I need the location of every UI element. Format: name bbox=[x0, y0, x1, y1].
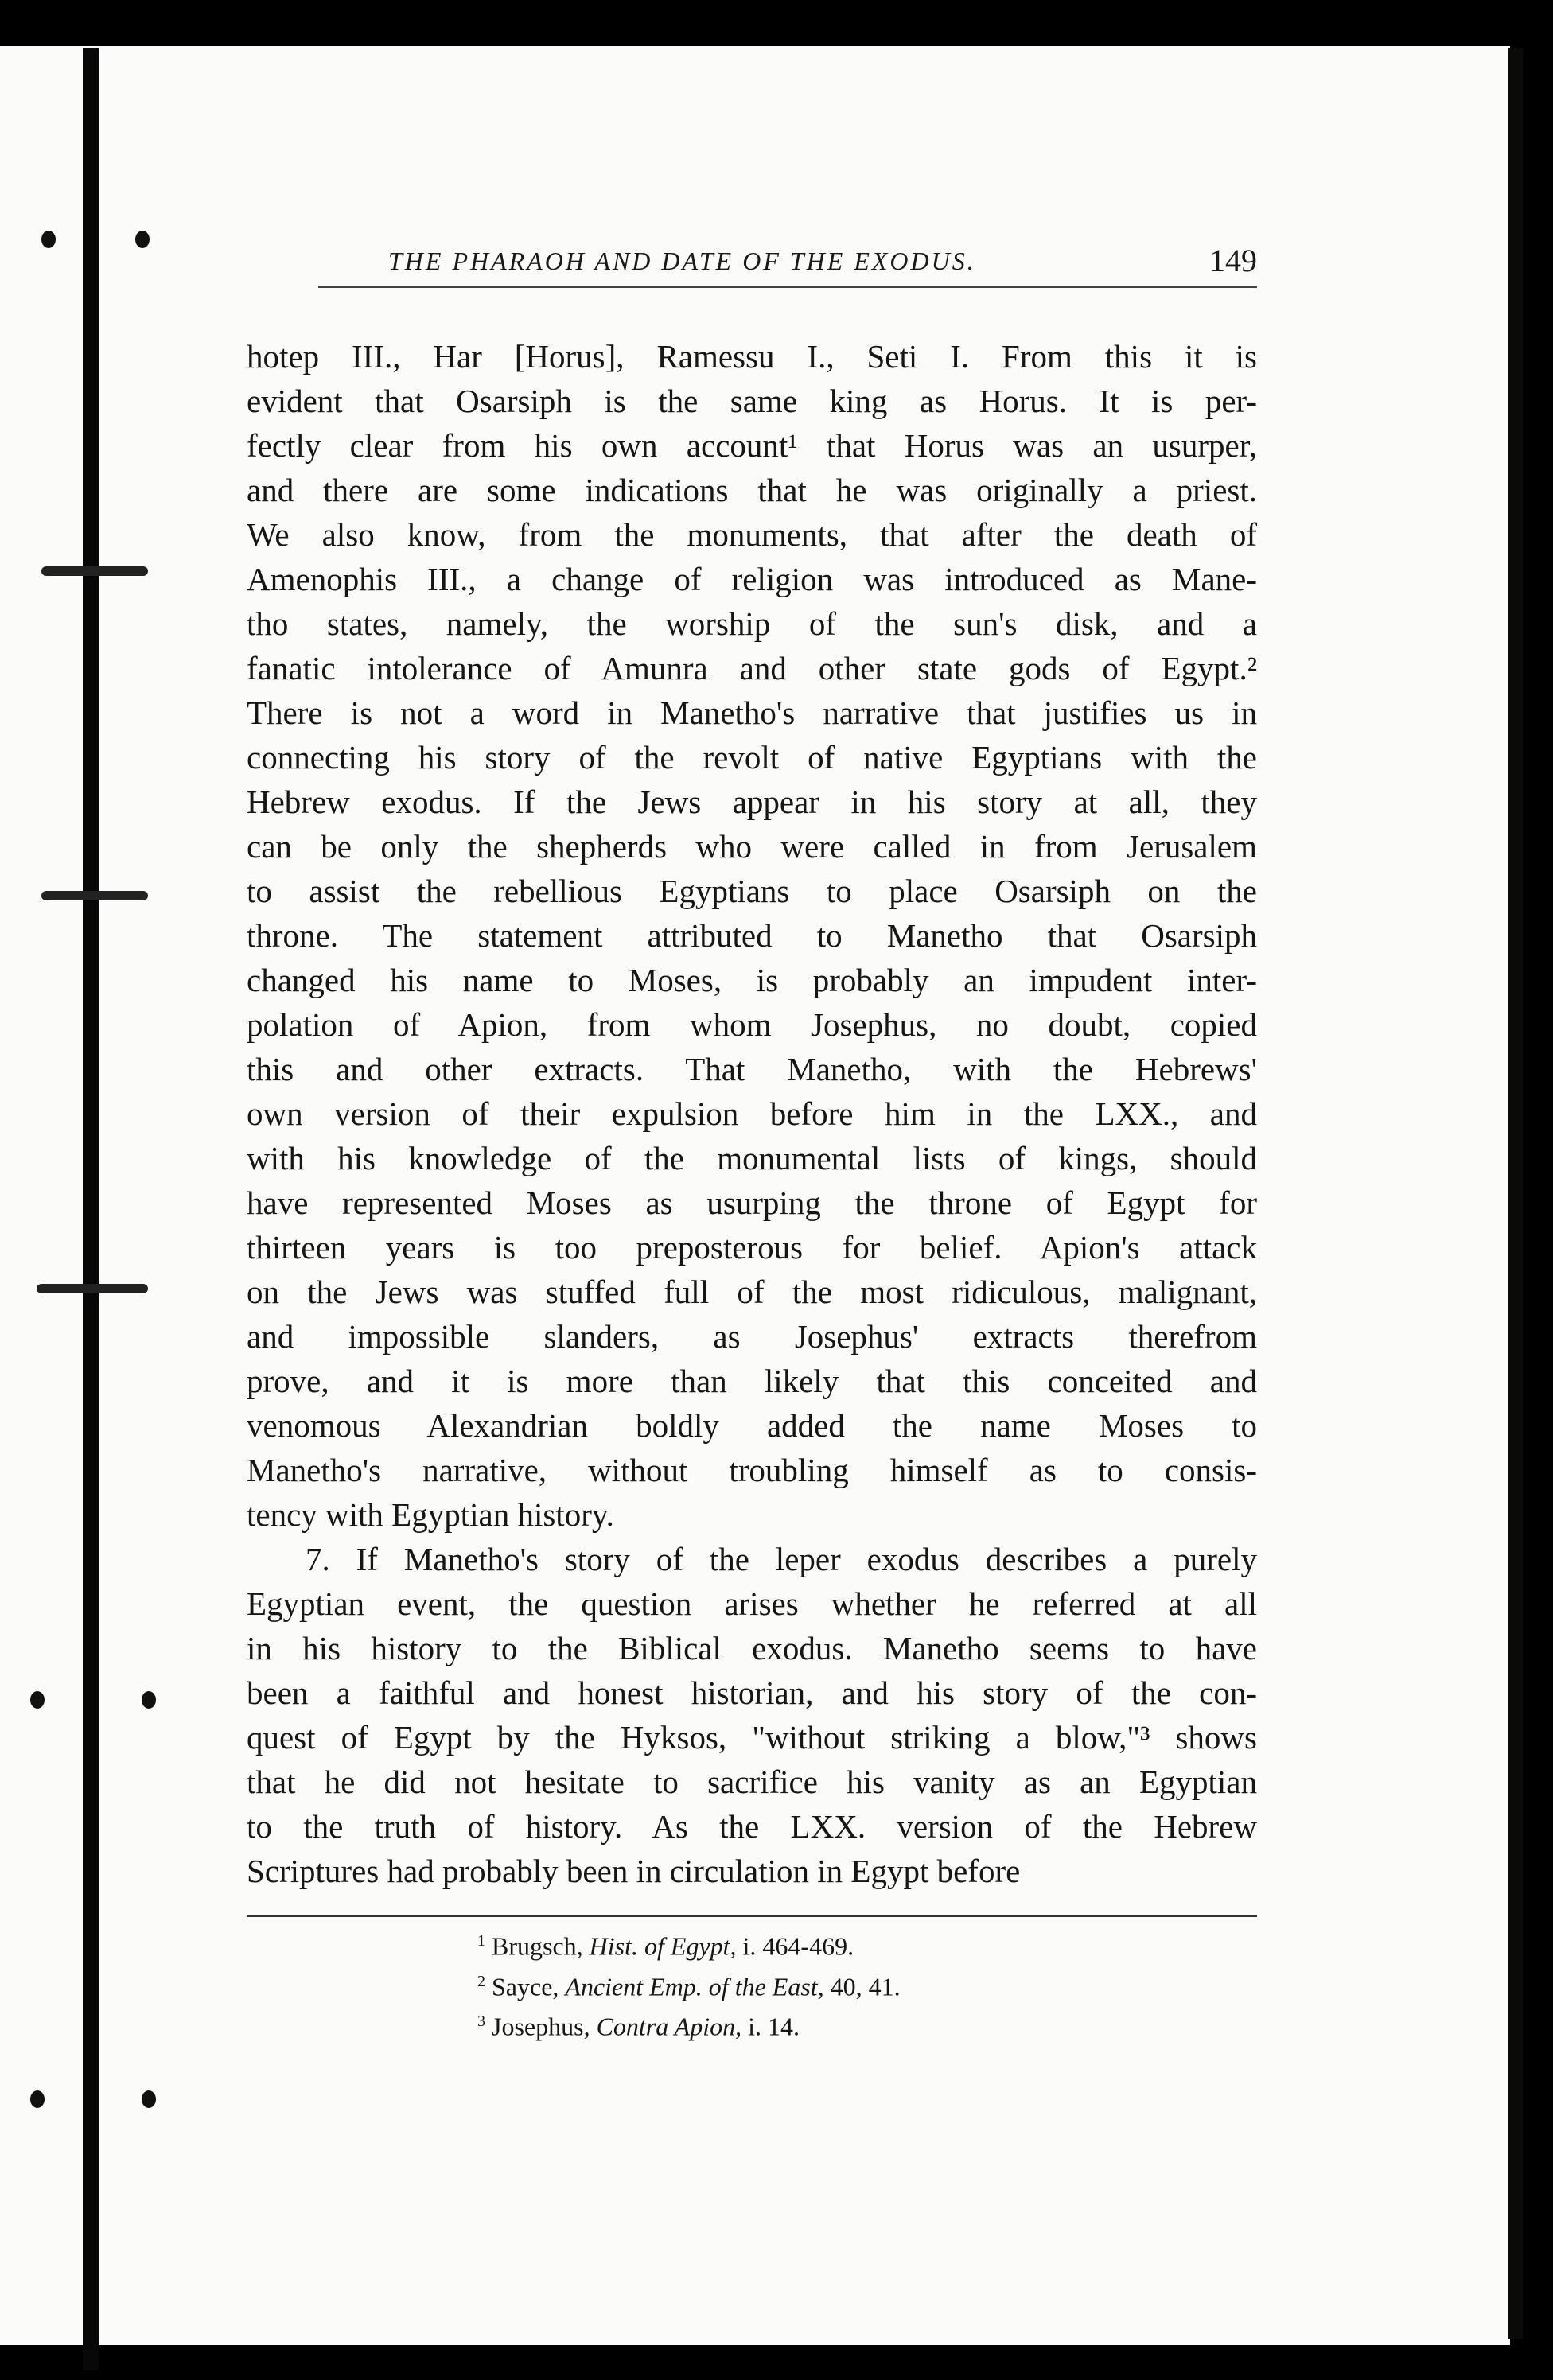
punch-hole bbox=[30, 2090, 45, 2108]
binding-clip bbox=[37, 1284, 148, 1293]
text-line: throne. The statement attributed to Manetho that Osarsiph bbox=[247, 917, 1257, 954]
text-line: can be only the shepherds who were called in from Jerusalem bbox=[247, 828, 1257, 865]
text-line: tho states, namely, the worship of the sun's disk, and a bbox=[247, 605, 1257, 642]
page-edge bbox=[1508, 48, 1523, 2339]
text-line: that he did not hesitate to sacrifice his vanity as an Egyptian bbox=[247, 1764, 1257, 1800]
footnote bbox=[477, 1964, 901, 2005]
text-line: evident that Osarsiph is the same king as Horus. It is per- bbox=[247, 383, 1257, 419]
text-line: venomous Alexandrian boldly added the name Moses to bbox=[247, 1407, 1257, 1444]
text-line: 7. If Manetho's story of the leper exodus describes a purely bbox=[306, 1541, 1257, 1577]
text-line: tency with Egyptian history. bbox=[247, 1496, 614, 1533]
running-head: THE PHARAOH AND DATE OF THE EXODUS. bbox=[388, 247, 976, 275]
text-line: on the Jews was stuffed full of the most ridiculous, malignant, bbox=[247, 1274, 1257, 1310]
footnote-title: Ancient Emp. of the East, bbox=[565, 1972, 824, 2001]
binding-clip bbox=[41, 566, 148, 576]
text-line: been a faithful and honest historian, and his story of the con- bbox=[247, 1674, 1257, 1711]
punch-hole bbox=[41, 231, 56, 248]
text-line: connecting his story of the revolt of native Egyptians with the bbox=[247, 739, 1257, 776]
footnote-author: Brugsch, bbox=[492, 1931, 590, 1961]
text-line: fanatic intolerance of Amunra and other state gods of Egypt.² bbox=[247, 650, 1257, 686]
page-number: 149 bbox=[1209, 243, 1257, 278]
punch-hole bbox=[30, 1691, 45, 1709]
text-line: There is not a word in Manetho's narrative that justifies us in bbox=[247, 694, 1257, 731]
footnote bbox=[477, 1923, 901, 1964]
footnote-number: 3 bbox=[477, 2012, 485, 2031]
text-line: in his history to the Biblical exodus. Manetho seems to have bbox=[247, 1630, 1257, 1666]
text-line: to assist the rebellious Egyptians to place Osarsiph on the bbox=[247, 873, 1257, 909]
text-line: Hebrew exodus. If the Jews appear in his story at all, they bbox=[247, 784, 1257, 820]
footnotes bbox=[477, 1923, 901, 2044]
text-line: thirteen years is too preposterous for belief. Apion's attack bbox=[247, 1229, 1257, 1266]
punch-hole bbox=[135, 231, 150, 248]
text-line: Egyptian event, the question arises whether he referred at all bbox=[247, 1585, 1257, 1622]
footnote-number: 2 bbox=[477, 1972, 485, 1990]
text-line: hotep III., Har [Horus], Ramessu I., Seti I. From this it is bbox=[247, 338, 1257, 375]
text-line: polation of Apion, from whom Josephus, no doubt, copied bbox=[247, 1006, 1257, 1043]
text-line: prove, and it is more than likely that this conceited and bbox=[247, 1363, 1257, 1399]
text-line: with his knowledge of the monumental lists of kings, should bbox=[247, 1140, 1257, 1176]
footnote-ref: i. 464-469. bbox=[736, 1931, 854, 1961]
page-header bbox=[247, 243, 1257, 291]
footnote-rule bbox=[247, 1915, 1257, 1917]
text-line: We also know, from the monuments, that after the death of bbox=[247, 516, 1257, 553]
text-line: to the truth of history. As the LXX. version of the Hebrew bbox=[247, 1808, 1257, 1845]
binding-bar bbox=[83, 48, 99, 2370]
text-line: fectly clear from his own account¹ that Horus was an usurper, bbox=[247, 427, 1257, 464]
footnote-ref: 40, 41. bbox=[823, 1972, 901, 2001]
text-line: and impossible slanders, as Josephus' extracts therefrom bbox=[247, 1318, 1257, 1355]
footnote-title: Contra Apion, bbox=[596, 2012, 742, 2041]
punch-hole bbox=[142, 2090, 156, 2108]
footnote-author: Josephus, bbox=[492, 2012, 597, 2041]
text-line: changed his name to Moses, is probably an impudent inter- bbox=[247, 962, 1257, 998]
text-line: Manetho's narrative, without troubling himself as to consis- bbox=[247, 1452, 1257, 1488]
footnote-author: Sayce, bbox=[492, 1972, 566, 2001]
footnote-number: 1 bbox=[477, 1932, 485, 1950]
text-line: and there are some indications that he was originally a priest. bbox=[247, 472, 1257, 508]
body-text bbox=[247, 334, 1257, 1893]
footnote bbox=[477, 2004, 901, 2044]
text-line: this and other extracts. That Manetho, with the Hebrews' bbox=[247, 1051, 1257, 1087]
punch-hole bbox=[142, 1691, 156, 1709]
text-line: Amenophis III., a change of religion was introduced as Mane- bbox=[247, 561, 1257, 597]
text-line: own version of their expulsion before him in the LXX., and bbox=[247, 1095, 1257, 1132]
text-line: Scriptures had probably been in circulation in Egypt before bbox=[247, 1853, 1021, 1889]
text-line: have represented Moses as usurping the throne of Egypt for bbox=[247, 1184, 1257, 1221]
header-rule bbox=[318, 286, 1257, 288]
footnote-title: Hist. of Egypt, bbox=[589, 1931, 737, 1961]
footnote-ref: i. 14. bbox=[741, 2012, 800, 2041]
binding-clip bbox=[41, 891, 148, 900]
text-line: quest of Egypt by the Hyksos, "without striking a blow,"³ shows bbox=[247, 1719, 1257, 1756]
